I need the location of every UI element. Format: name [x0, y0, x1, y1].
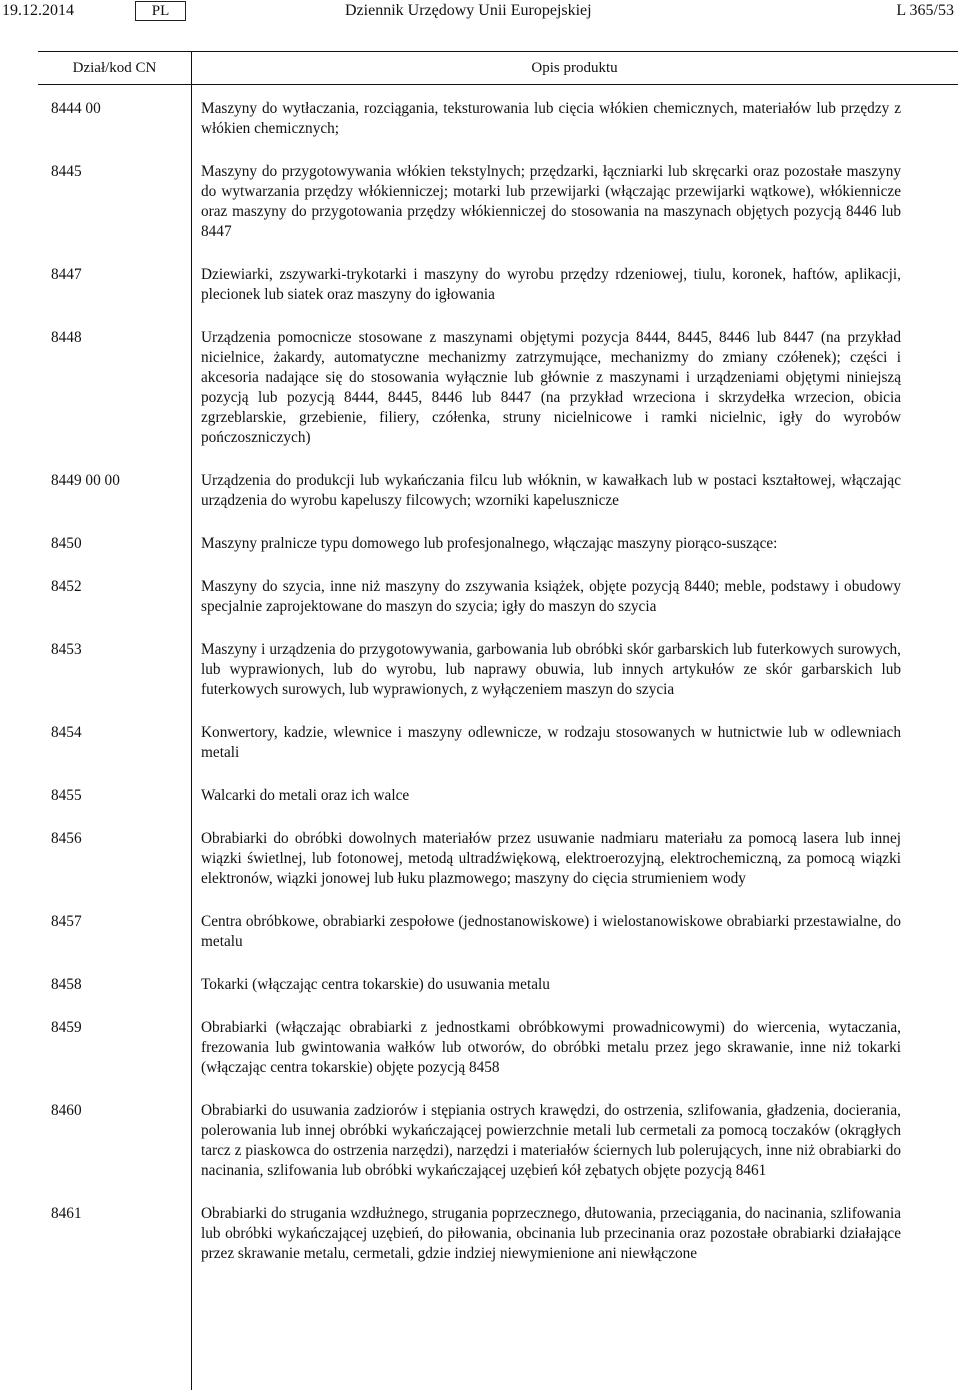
product-description: Urządzenia pomocnicze stosowane z maszynami objętymi pozycja 8444, 8445, 8446 lub 8447 (na przykład nicielnice, żakardy, automatyczne mechanizmy zatrzymujące, mechanizmy do zmiany czółenek); części i akcesoria nadające się do stosowania wyłącznie lub głównie z maszynami i urządzeniami objętymi niniejszą pozycją lub pozycją 8444, 8445, 8446 lub 8447 (na przykład wrzeciona i skrzydełka wrzecion, obicia zgrzeblarskie, grzebienie, filiery, czółenka, struny nicielnicowe i ramki nicielnic, igły do wyrobów pończoszniczych) [201, 329, 901, 446]
table-row [38, 912, 958, 952]
cn-code: 8452 [51, 578, 82, 595]
product-description: Tokarki (włączając centra tokarskie) do usuwania metalu [201, 976, 550, 993]
product-description: Dziewiarki, zszywarki-trykotarki i maszyny do wyrobu przędzy rdzeniowej, tiulu, koronek, haftów, aplikacji, plecionek lub siatek oraz maszyny do igłowania [201, 266, 901, 303]
product-description: Obrabiarki do strugania wzdłużnego, strugania poprzecznego, dłutowania, przeciągania, do nacinania, szlifowania lub obróbki wykańczającej uzębień, do piłowania, obcinania lub przecinania oraz pozostałe obrabiarki działające przez skrawanie metalu, cermetali, gdzie indziej niewymienione ani niewłączone [201, 1205, 901, 1262]
cn-code: 8457 [51, 913, 82, 930]
journal-title: Dziennik Urzędowy Unii Europejskiej [345, 2, 592, 19]
cn-code: 8454 [51, 724, 82, 741]
table-row [38, 328, 958, 448]
product-description: Maszyny pralnicze typu domowego lub profesjonalnego, włączając maszyny piorąco-suszące: [201, 535, 778, 552]
product-description: Obrabiarki do obróbki dowolnych materiałów przez usuwanie nadmiaru materiału za pomocą lasera lub innej wiązki świetlnej, lub fotonowej, metodą ultradźwiękową, elektroerozyjną, elektrochemiczną, za pomocą wiązki elektronów, wiązki jonowej lub łuku plazmowego; maszyny do cięcia strumieniem wody [201, 830, 901, 887]
cn-code: 8453 [51, 641, 82, 658]
cn-code: 8460 [51, 1102, 82, 1119]
cn-code: 8448 [51, 329, 82, 346]
table-row [38, 265, 958, 305]
cn-code: 8455 [51, 787, 82, 804]
column-header-description: Opis produktu [531, 60, 618, 76]
table-header [38, 51, 958, 85]
product-description: Urządzenia do produkcji lub wykańczania filcu lub włóknin, w kawałkach lub w postaci kształtowej, włączając urządzenia do wyrobu kapeluszy filcowych; wzorniki kapelusznicze [201, 472, 901, 509]
cn-code: 8447 [51, 266, 82, 283]
table-row [38, 723, 958, 763]
table-row [38, 99, 958, 139]
cn-code: 8456 [51, 830, 82, 847]
product-description: Maszyny do przygotowywania włókien tekstylnych; przędzarki, łączniarki lub skręcarki oraz pozostałe maszyny do wytwarzania przędzy włókienniczej; motarki lub przewijarki (włączając przewijarki wątkowe), włókiennicze oraz maszyny do przygotowania przędzy włókienniczej do stosowania na maszynach objętych pozycją 8446 lub 8447 [201, 163, 901, 240]
cn-code: 8444 00 [51, 100, 101, 117]
cn-code: 8450 [51, 535, 82, 552]
cn-code: 8449 00 00 [51, 472, 120, 489]
product-description: Maszyny i urządzenia do przygotowywania, garbowania lub obróbki skór garbarskich lub futerkowych surowych, lub wyprawionych, lub do wyrobu, lub naprawy obuwia, lub innych artykułów ze skór garbarskich lub futerkowych surowych, lub wyprawionych, z wyłączeniem maszyn do szycia [201, 641, 901, 698]
table-row [38, 577, 958, 617]
page-header [0, 0, 960, 24]
cn-code: 8461 [51, 1205, 82, 1222]
product-description: Obrabiarki (włączając obrabiarki z jednostkami obróbkowymi prowadnicowymi) do wiercenia, wytaczania, frezowania lub gwintowania wałków lub otworów, do obróbki metalu przez jego skrawanie, inne niż tokarki (włączając centra tokarskie) objęte pozycją 8458 [201, 1019, 901, 1076]
table-row [38, 1101, 958, 1181]
table-row [38, 640, 958, 700]
table-row [38, 534, 958, 554]
table-row [38, 1018, 958, 1078]
product-description: Maszyny do szycia, inne niż maszyny do zszywania książek, objęte pozycją 8440; meble, podstawy i obudowy specjalnie zaprojektowane do maszyn do szycia; igły do maszyn do szycia [201, 578, 901, 615]
publication-date: 19.12.2014 [2, 2, 74, 19]
product-description: Obrabiarki do usuwania zadziorów i stępiania ostrych krawędzi, do ostrzenia, szlifowania, gładzenia, docierania, polerowania lub innej obróbki wykańczającej powierzchnie metali lub cermetali za pomocą toczaków (okrągłych tarcz z piaskowca do ostrzenia narzędzi), narzędzi i materiałów ściernych lub polerujących, inne niż obrabiarki do nacinania, szlifowania lub obróbki wykańczającej uzębień kół zębatych objęte pozycją 8461 [201, 1102, 901, 1179]
product-description: Centra obróbkowe, obrabiarki zespołowe (jednostanowiskowe) i wielostanowiskowe obrabiarki przestawialne, do metalu [201, 913, 901, 950]
cn-code-table [38, 51, 958, 1264]
cn-code: 8458 [51, 976, 82, 993]
product-description: Walcarki do metali oraz ich walce [201, 787, 410, 804]
cn-code: 8459 [51, 1019, 82, 1036]
table-row [38, 829, 958, 889]
table-row [38, 975, 958, 995]
table-row [38, 471, 958, 511]
table-row [38, 786, 958, 806]
language-badge: PL [135, 1, 186, 21]
cn-code: 8445 [51, 163, 82, 180]
table-row [38, 162, 958, 242]
page-reference: L 365/53 [896, 2, 954, 19]
product-description: Konwertory, kadzie, wlewnice i maszyny odlewnicze, w rodzaju stosowanych w hutnictwie lub w odlewniach metali [201, 724, 901, 761]
column-header-code: Dział/kod CN [72, 60, 157, 76]
product-description: Maszyny do wytłaczania, rozciągania, teksturowania lub cięcia włókien chemicznych, materiałów lub przędzy z włókien chemicznych; [201, 100, 901, 137]
table-row [38, 1204, 958, 1264]
